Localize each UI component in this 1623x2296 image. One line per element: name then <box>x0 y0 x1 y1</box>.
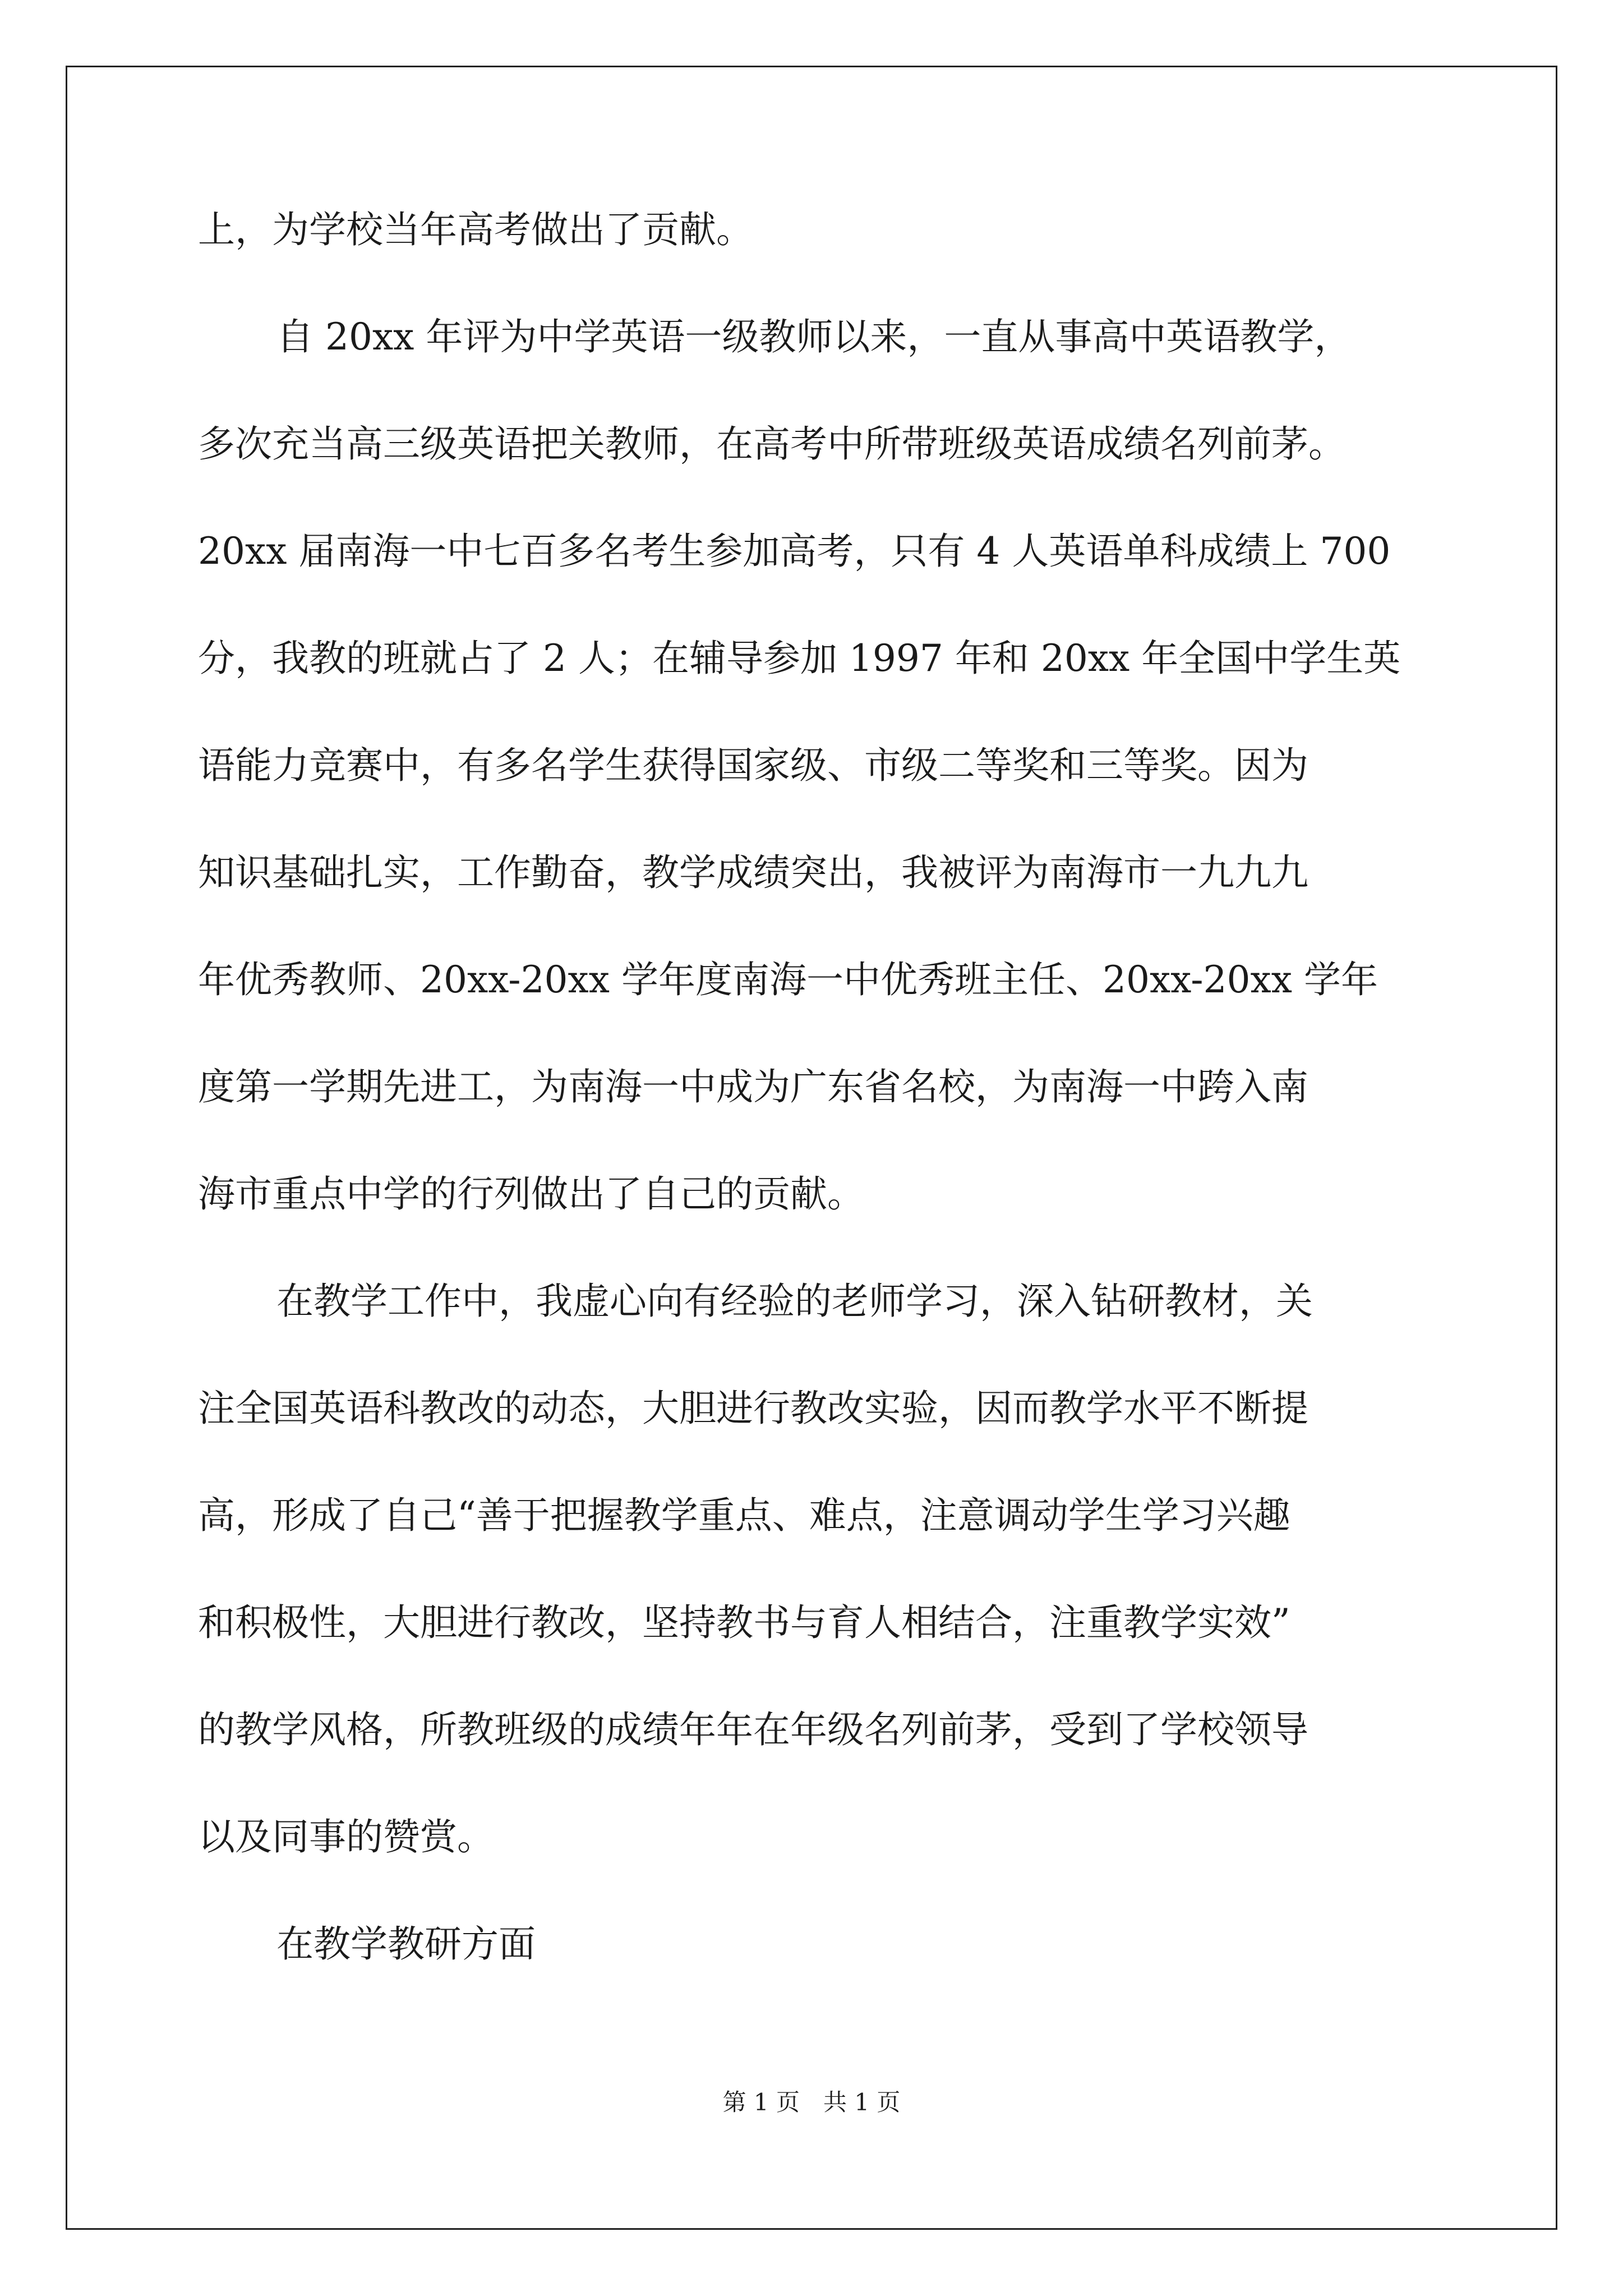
text-line: 年优秀教师、20xx-20xx 学年度南海一中优秀班主任、20xx-20xx 学年 <box>198 958 1378 1001</box>
text-line: 度第一学期先进工，为南海一中成为广东省名校，为南海一中跨入南 <box>198 1065 1308 1108</box>
text-line: 多次充当高三级英语把关教师，在高考中所带班级英语成绩名列前茅。 <box>198 422 1345 466</box>
text-line: 高，形成了自己“善于把握教学重点、难点，注意调动学生学习兴趣 <box>198 1494 1290 1537</box>
text-line: 语能力竞赛中，有多名学生获得国家级、市级二等奖和三等奖。因为 <box>198 744 1308 787</box>
text-line: 注全国英语科教改的动态，大胆进行教改实验，因而教学水平不断提 <box>198 1387 1308 1430</box>
page-number-footer: 第 1 页 共 1 页 <box>722 2088 901 2116</box>
text-line: 知识基础扎实，工作勤奋，教学成绩突出，我被评为南海市一九九九 <box>198 851 1308 894</box>
section-heading-line: 在教学教研方面 <box>276 1922 536 1966</box>
text-line: 自 20xx 年评为中学英语一级教师以来，一直从事高中英语教学， <box>276 315 1352 358</box>
text-line: 分，我教的班就占了 2 人；在辅导参加 1997 年和 20xx 年全国中学生英 <box>198 637 1401 680</box>
document-body <box>198 208 1432 2029</box>
text-line: 海市重点中学的行列做出了自己的贡献。 <box>198 1172 864 1216</box>
text-line: 和积极性，大胆进行教改，坚持教书与育人相结合，注重教学实效” <box>198 1601 1290 1644</box>
text-line: 的教学风格，所教班级的成绩年年在年级名列前茅，受到了学校领导 <box>198 1708 1308 1751</box>
text-line: 20xx 届南海一中七百多名考生参加高考，只有 4 人英语单科成绩上 700 <box>198 530 1391 573</box>
text-line: 以及同事的赞赏。 <box>198 1815 494 1858</box>
text-line: 在教学工作中，我虚心向有经验的老师学习，深入钻研教材，关 <box>276 1280 1313 1323</box>
text-line: 上，为学校当年高考做出了贡献。 <box>198 208 753 251</box>
